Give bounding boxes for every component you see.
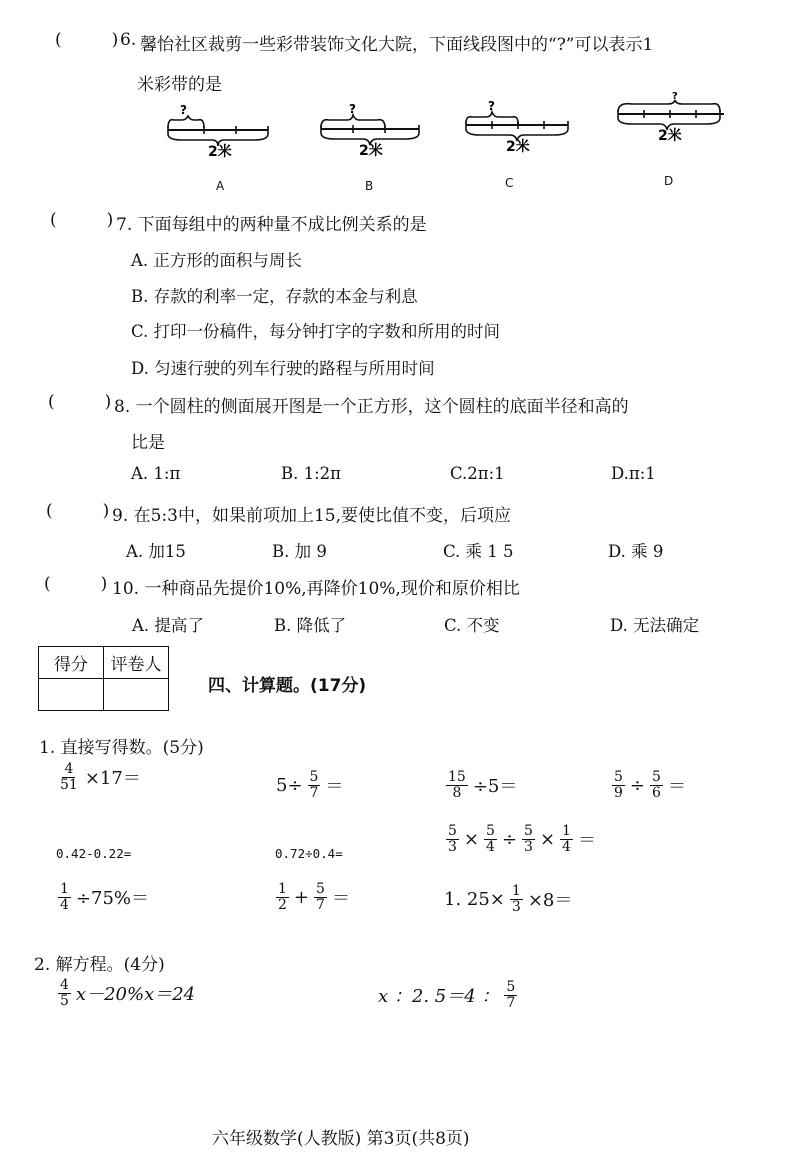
q7-option-a: A. 正方形的面积与周长: [131, 251, 302, 270]
calc-expr-7-frac4: $\frac{1}{4}$: [562, 823, 571, 855]
calc-expr-1-frac: $\frac{4}{51}$: [60, 761, 78, 793]
calc-expr-7-frac3: $\frac{5}{3}$: [524, 823, 533, 855]
q6-text-line1: 馨怡社区裁剪一些彩带装饰文化大院，下面线段图中的“?”可以表示1: [140, 35, 654, 55]
q7-option-d: D. 匀速行驶的列车行驶的路程与所用时间: [131, 359, 435, 378]
q10-option-d: D. 无法确定: [610, 616, 700, 635]
diagram-c-label: C: [505, 176, 514, 190]
q8-option-c: C.2π:1: [450, 464, 505, 483]
diagram-b-length: 2米: [359, 143, 383, 158]
q9-option-b: B. 加 9: [272, 542, 327, 561]
q6-text-line2: 米彩带的是: [137, 75, 222, 95]
equation-1[interactable]: $\frac{4}{5}$ x－20%x＝24: [60, 977, 196, 1009]
grader-cell[interactable]: [104, 679, 169, 711]
diagram-a-label: A: [216, 179, 225, 193]
diagram-b-qmark: ?: [349, 102, 356, 116]
equation-2-frac: $\frac{5}{7}$: [506, 979, 516, 1011]
calc-expr-10[interactable]: 1. 25× $\frac{1}{3}$ ×8＝: [444, 883, 573, 915]
calc-expr-8-frac: $\frac{1}{4}$: [60, 881, 69, 913]
q7-answer-paren[interactable]: ( ): [50, 210, 114, 230]
q7-option-b: B. 存款的利率一定，存款的本金与利息: [131, 287, 418, 306]
calc-expr-3[interactable]: $\frac{15}{8}$ ÷5＝: [448, 769, 518, 801]
calc-expr-7[interactable]: $\frac{5}{3}$ × $\frac{5}{4}$ ÷ $\frac{5}{3}$ × $\frac{1}{4}$ ＝: [448, 823, 596, 855]
q8-text-line1: 8. 一个圆柱的侧面展开图是一个正方形，这个圆柱的底面半径和高的: [114, 397, 629, 417]
calc-expr-2[interactable]: 5÷ $\frac{5}{7}$ ＝: [276, 769, 344, 801]
segment-diagram-b: [315, 98, 425, 158]
q10-option-a: A. 提高了: [132, 616, 204, 635]
q7-text: 7. 下面每组中的两种量不成比例关系的是: [116, 215, 427, 235]
calc-expr-4-frac1: $\frac{5}{9}$: [614, 769, 623, 801]
calc-expr-9-frac2: $\frac{5}{7}$: [316, 881, 325, 913]
segment-diagram-d: [612, 86, 732, 146]
calc-expr-10-frac: $\frac{1}{3}$: [511, 883, 521, 915]
calc-expr-9-frac1: $\frac{1}{2}$: [278, 881, 287, 913]
q8-text-line2: 比是: [131, 433, 165, 453]
part2-title: 2. 解方程。(4分): [34, 955, 165, 975]
diagram-d-label: D: [664, 174, 674, 188]
equation-1-frac: $\frac{4}{5}$: [60, 977, 69, 1009]
diagram-d-qmark: ?: [672, 91, 678, 102]
diagram-a-qmark: ?: [180, 103, 187, 117]
q10-text: 10. 一种商品先提价10%,再降价10%,现价和原价相比: [112, 579, 520, 599]
calc-expr-1[interactable]: $\frac{4}{51}$ ×17＝: [60, 761, 141, 793]
diagram-c-qmark: ?: [488, 99, 495, 113]
q10-option-b: B. 降低了: [274, 616, 347, 635]
q6-number: 6.: [120, 30, 137, 50]
q9-text: 9. 在5:3中，如果前项加上15,要使比值不变，后项应: [112, 506, 512, 526]
q8-answer-paren[interactable]: ( ): [48, 392, 112, 412]
q10-option-c: C. 不变: [444, 616, 500, 635]
score-cell[interactable]: [39, 679, 104, 711]
diagram-c-length: 2米: [506, 139, 530, 155]
q9-option-d: D. 乘 9: [608, 542, 664, 561]
section4-title: 四、计算题。(17分): [208, 676, 367, 696]
calc-expr-7-frac2: $\frac{5}{4}$: [486, 823, 495, 855]
score-table: [38, 646, 169, 711]
page-footer: 六年级数学(人教版) 第3页(共8页): [212, 1129, 470, 1149]
q7-option-c: C. 打印一份稿件，每分钟打字的字数和所用的时间: [131, 322, 501, 341]
q9-answer-paren[interactable]: ( ): [46, 501, 110, 521]
equation-2[interactable]: x ：2. 5＝4 ： $\frac{5}{7}$: [378, 979, 516, 1011]
part1-title: 1. 直接写得数。(5分): [39, 738, 204, 758]
diagram-a-length: 2米: [208, 144, 232, 160]
score-header: 得分: [39, 647, 104, 679]
segment-diagram-a: [162, 100, 277, 160]
q9-option-a: A. 加15: [126, 542, 186, 561]
calc-expr-8[interactable]: $\frac{1}{4}$ ÷75%＝: [60, 881, 150, 913]
calc-expr-2-frac: $\frac{5}{7}$: [309, 769, 319, 801]
segment-diagram-c: [460, 96, 575, 156]
calc-expr-3-frac: $\frac{15}{8}$: [448, 769, 466, 801]
calc-expr-4-frac2: $\frac{5}{6}$: [652, 769, 661, 801]
calc-expr-6[interactable]: 0.72÷0.4=: [275, 846, 343, 861]
q9-option-c: C. 乘 1 5: [443, 542, 514, 561]
q6-answer-paren[interactable]: ( ): [55, 30, 119, 50]
q10-answer-paren[interactable]: ( ): [44, 574, 108, 594]
diagram-d-length: 2米: [658, 128, 682, 144]
calc-expr-4[interactable]: $\frac{5}{9}$ ÷ $\frac{5}{6}$ ＝: [614, 769, 686, 801]
calc-expr-9[interactable]: $\frac{1}{2}$ + $\frac{5}{7}$ ＝: [278, 881, 350, 913]
q8-option-a: A. 1:π: [131, 464, 181, 483]
calc-expr-7-frac1: $\frac{5}{3}$: [448, 823, 457, 855]
q8-option-d: D.π:1: [611, 464, 656, 483]
q8-option-b: B. 1:2π: [281, 464, 342, 483]
diagram-b-label: B: [365, 179, 374, 193]
grader-header: 评卷人: [104, 647, 169, 679]
calc-expr-5[interactable]: 0.42-0.22=: [56, 846, 132, 861]
